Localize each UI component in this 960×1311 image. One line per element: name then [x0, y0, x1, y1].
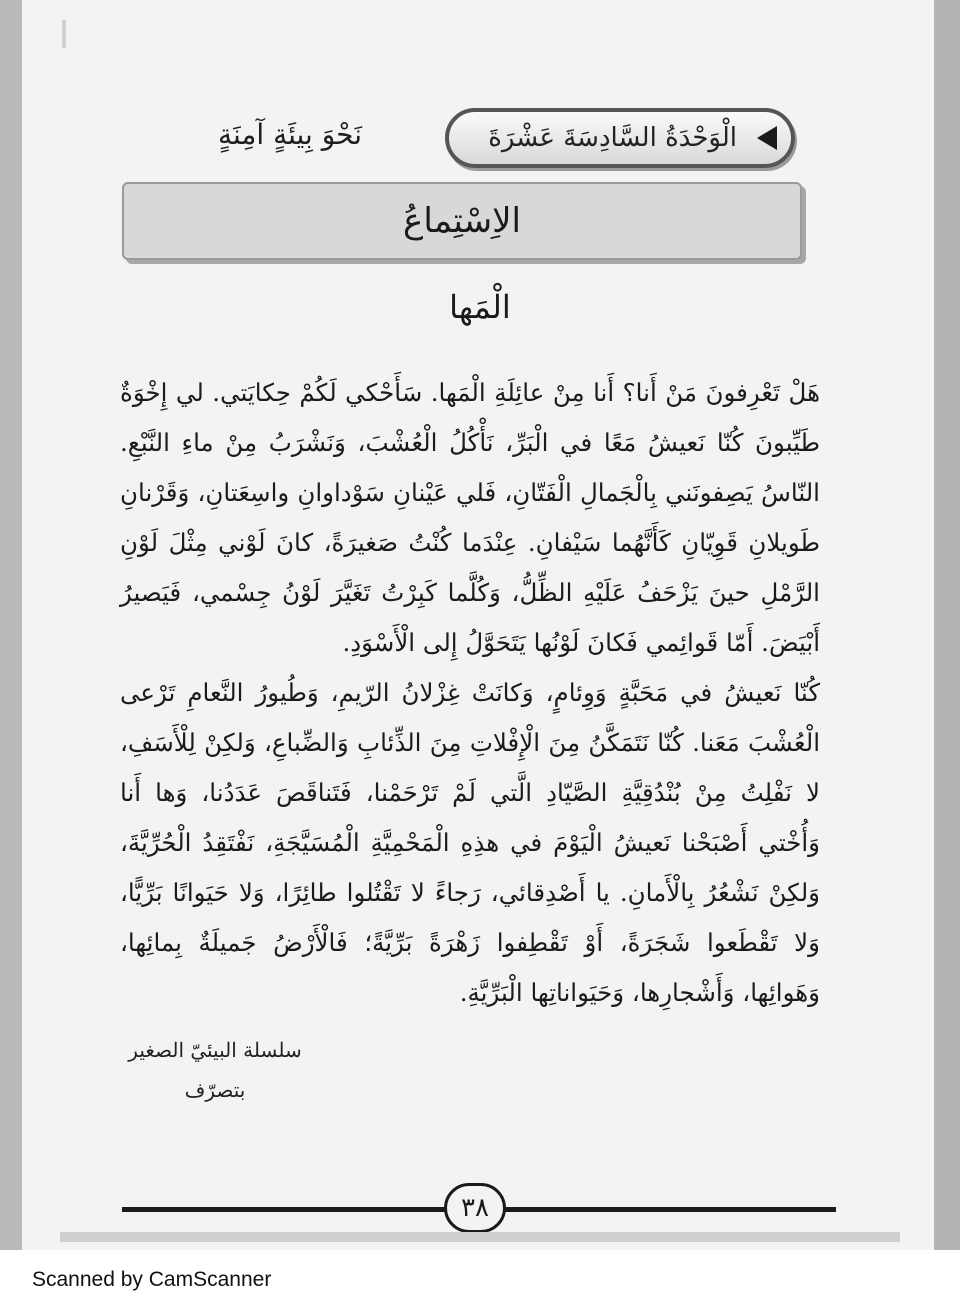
page-edge-mark	[62, 20, 66, 48]
source-series: سلسلة البيئيّ الصغير	[128, 1038, 302, 1062]
page-number: ٣٨	[444, 1183, 506, 1233]
unit-subtitle: نَحْوَ بِيئَةٍ آمِنَةٍ	[217, 118, 363, 151]
section-title: الاِسْتِماعُ	[403, 201, 521, 241]
scan-border-right	[934, 0, 960, 1250]
unit-header-pill	[445, 108, 795, 168]
play-arrow-icon	[747, 125, 773, 151]
story-paragraph-1: هَلْ تَعْرِفونَ مَنْ أَنا؟ أَنا مِنْ عائِلَةِ الْمَها. سَأَحْكي لَكُمْ حِكايَتي. لي إِخْوَةٌ طَيِّبونَ كُنّا نَعيشُ مَعًا في الْبَرِّ، نَأْكُلُ الْعُشْبَ، وَنَشْرَبُ مِنْ ماءِ النَّبْعِ. النّاسُ يَصِفونَني بِالْجَمالِ الْفَتّانِ، فَلي عَيْنانِ سَوْداوانِ واسِعَتانِ، وَقَرْنانِ طَويلانِ قَوِيّانِ كَأَنَّهُما سَيْفانِ. عِنْدَما كُنْتُ صَغيرَةً، كانَ لَوْني مِثْلَ لَوْنِ الرَّمْلِ حينَ يَزْحَفُ عَلَيْهِ الظِّلُّ، وَكُلَّما كَبِرْتُ تَغَيَّرَ لَوْنُ جِسْمي، فَيَصيرُ أَبْيَضَ. أَمّا قَوائِمي فَكانَ لَوْنُها يَتَحَوَّلُ إِلى الْأَسْوَدِ.	[120, 378, 820, 657]
story-body	[120, 368, 820, 1018]
source-note: بتصرّف	[184, 1078, 246, 1102]
unit-title: الْوَحْدَةُ السَّادِسَةَ عَشْرَةَ	[488, 123, 737, 153]
story-title: الْمَها	[449, 288, 511, 326]
scanner-watermark: Scanned by CamScanner	[32, 1268, 272, 1291]
section-banner	[122, 182, 802, 260]
source-citation	[110, 1030, 320, 1110]
scan-border-left	[0, 0, 22, 1250]
story-paragraph-2: كُنّا نَعيشُ في مَحَبَّةٍ وَوِئامٍ، وَكانَتْ غِزْلانُ الرّيمِ، وَطُيورُ النَّعامِ تَرْعى الْعُشْبَ مَعَنا. كُنّا نَتَمَكَّنُ مِنَ الْإِفْلاتِ مِنَ الذِّئابِ وَالضِّباعِ، وَلكِنْ لِلْأَسَفِ، لا نَفْلِتُ مِنْ بُنْدُقِيَّةِ الصَّيّادِ الَّتي لَمْ تَرْحَمْنا، فَتَناقَصَ عَدَدُنا، وَها أَنا وَأُخْتي أَصْبَحْنا نَعيشُ الْيَوْمَ في هذِهِ الْمَحْمِيَّةِ الْمُسَيَّجَةِ، نَفْتَقِدُ الْحُرِّيَّةَ، وَلكِنْ نَشْعُرُ بِالْأَمانِ. يا أَصْدِقائي، رَجاءً لا تَقْتُلوا طائِرًا، وَلا حَيَوانًا بَرِّيًّا، وَلا تَقْطَعوا شَجَرَةً، أَوْ تَقْطِفوا زَهْرَةً بَرِّيَّةً؛ فَالْأَرْضُ جَميلَةٌ بِمائِها، وَهَوائِها، وَأَشْجارِها، وَحَيَواناتِها الْبَرِّيَّةِ.	[120, 678, 820, 1007]
page-bottom-edge	[60, 1232, 900, 1242]
